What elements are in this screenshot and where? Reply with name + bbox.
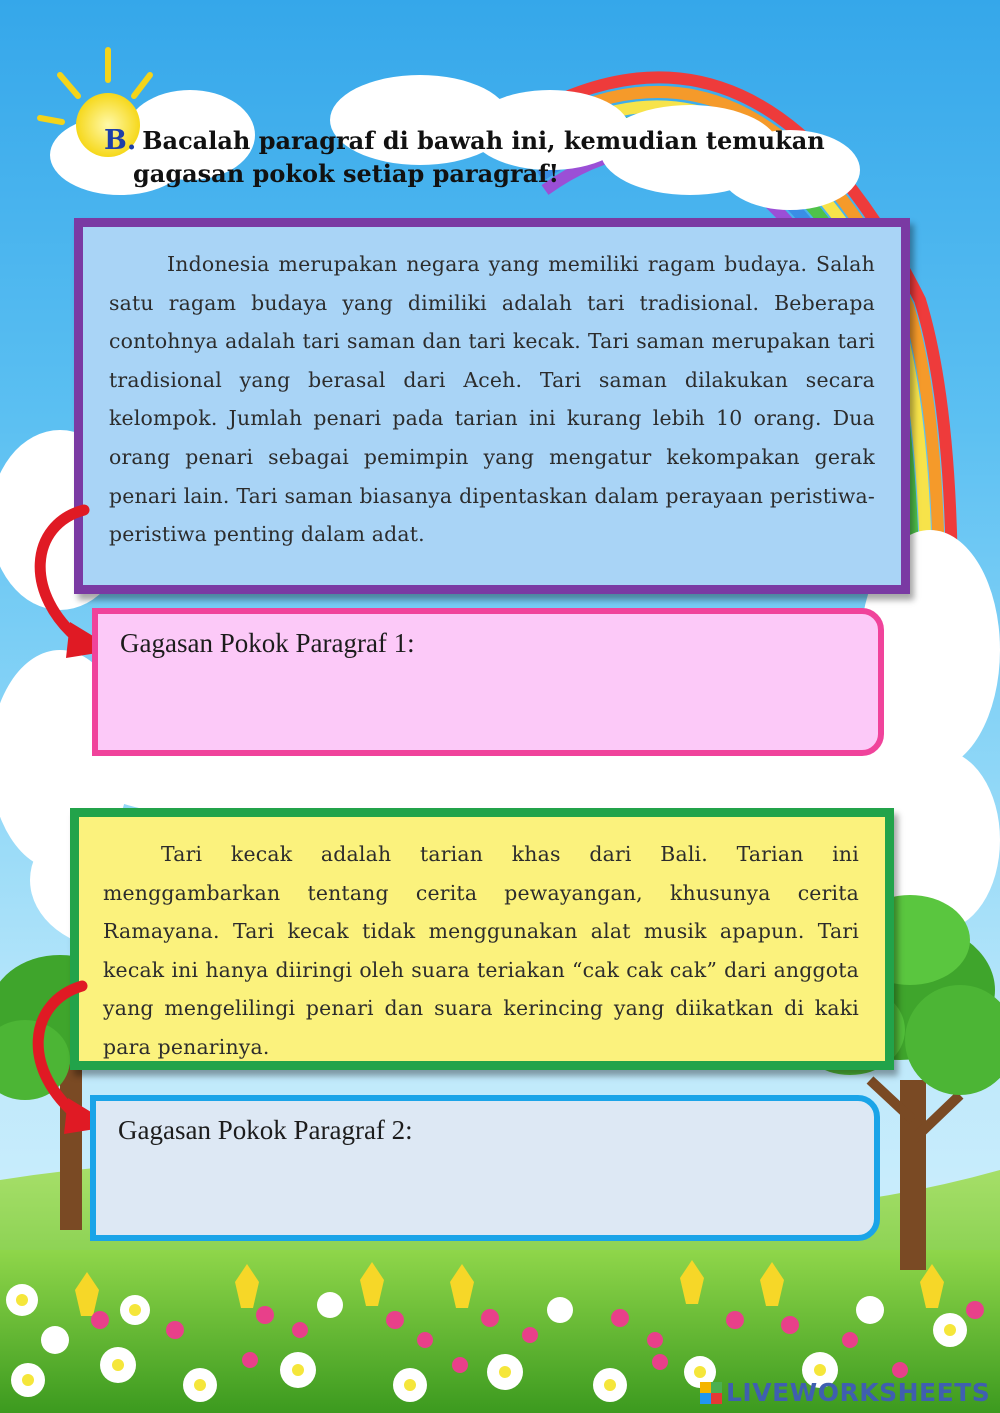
liveworksheets-watermark <box>700 1378 990 1407</box>
paragraph-2-text: Tari kecak adalah tarian khas dari Bali. Tarian ini menggambarkan tentang cerita pewayangan, khusunya cerita Ramayana. Tari kecak tidak menggunakan alat musik apapun. Tari kecak ini hanya diiringi oleh suara teriakan “cak cak cak” dari anggota yang mengelilingi penari dan suara kerincing yang diikatkan di kaki para penarinya. <box>103 842 859 1059</box>
answer-1-input[interactable] <box>120 670 850 736</box>
answer-box-2 <box>90 1095 880 1241</box>
watermark-text: LIVEWORKSHEETS <box>726 1378 991 1407</box>
instruction-line-2: gagasan pokok setiap paragraf! <box>133 159 559 188</box>
liveworksheets-logo-icon <box>700 1382 722 1404</box>
instruction-line-1: Bacalah paragraf di bawah ini, kemudian temukan <box>142 126 825 155</box>
paragraph-2-box <box>70 808 894 1070</box>
instruction-title <box>104 124 884 190</box>
answer-1-label: Gagasan Pokok Paragraf 1: <box>120 628 415 658</box>
answer-2-label: Gagasan Pokok Paragraf 2: <box>118 1115 413 1145</box>
section-letter: B. <box>104 125 137 156</box>
paragraph-1-box <box>74 218 910 594</box>
paragraph-1-text: Indonesia merupakan negara yang memiliki ragam budaya. Salah satu ragam budaya yang dimiliki adalah tari tradisional. Beberapa contohnya adalah tari saman dan tari kecak. Tari saman merupakan tari tradisional yang berasal dari Aceh. Tari saman dilakukan secara kelompok. Jumlah penari pada tarian ini kurang lebih 10 orang. Dua orang penari sebagai pemimpin yang mengatur kekompakan gerak penari lain. Tari saman biasanya dipentaskan dalam perayaan peristiwa-peristiwa penting dalam adat. <box>109 252 875 547</box>
answer-box-1 <box>92 608 884 756</box>
answer-2-input[interactable] <box>118 1157 848 1223</box>
